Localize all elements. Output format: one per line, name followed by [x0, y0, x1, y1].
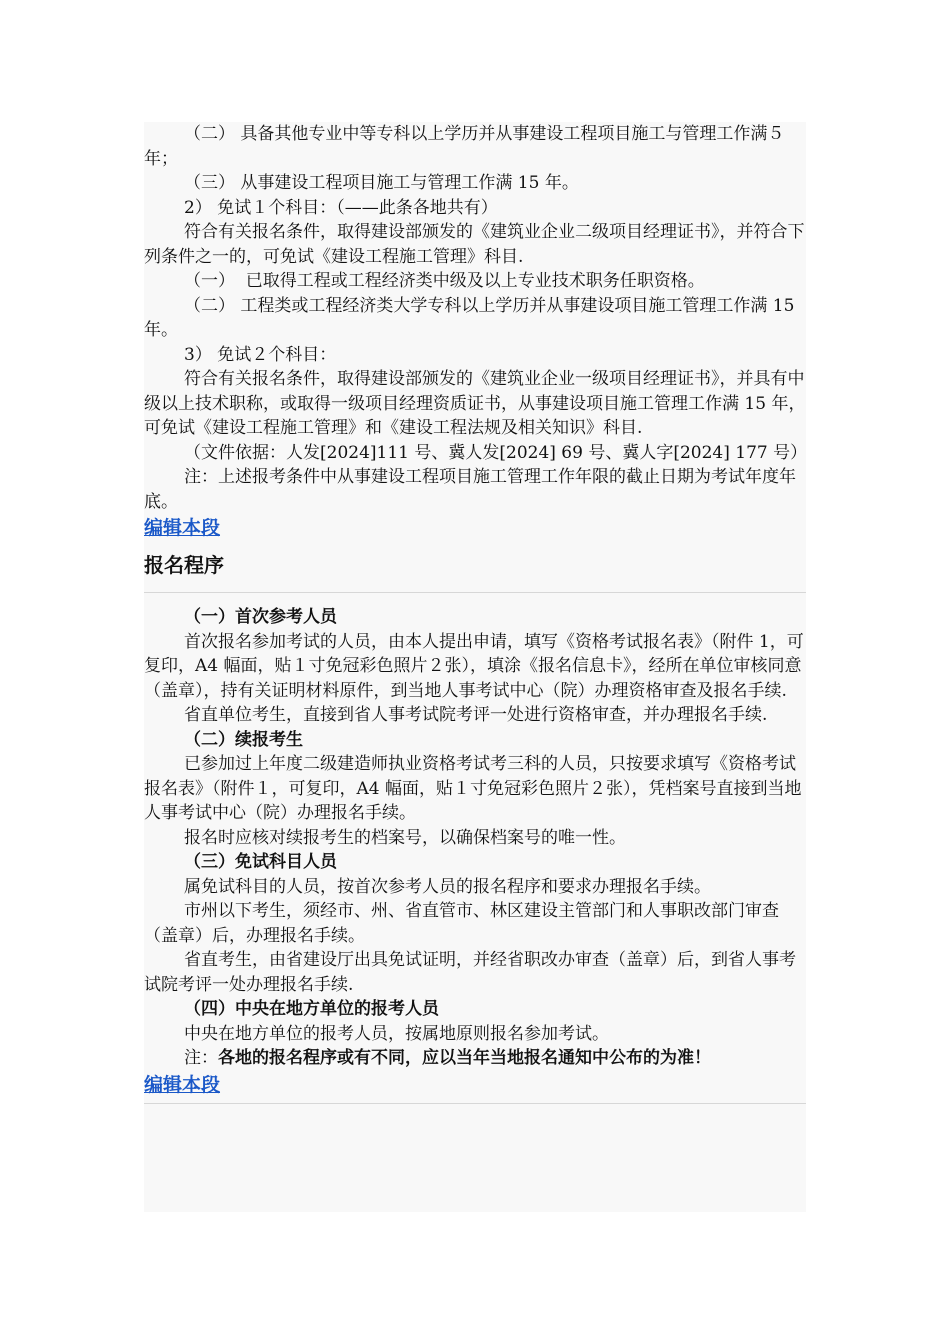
- paragraph: 省直考生，由省建设厅出具免试证明，并经省职改办审查（盖章）后，到省人事考试院考评一处办理报名手续.: [144, 950, 796, 995]
- subheading: （三）免试科目人员: [184, 852, 337, 872]
- note-emphasis: 各地的报名程序或有不同，应以当年当地报名通知中公布的为准！: [218, 1048, 711, 1068]
- note-prefix: 注：: [184, 1048, 218, 1068]
- subheading: （一）首次参考人员: [184, 607, 337, 627]
- edit-section-link[interactable]: 编辑本段: [144, 1073, 221, 1096]
- paragraph: （文件依据：人发[2024]111 号、冀人发[2024] 69 号、冀人字[2024] 177 号）: [184, 442, 808, 463]
- paragraph: （一） 已取得工程或工程经济类中级及以上专业技术职务任职资格。: [184, 271, 705, 291]
- paragraph: （三） 从事建设工程项目施工与管理工作满 15 年。: [184, 173, 579, 193]
- paragraph: （二） 工程类或工程经济类大学专科以上学历并从事建设项目施工管理工作满 15 年。: [144, 295, 800, 340]
- edit-section-link[interactable]: 编辑本段: [144, 517, 221, 539]
- paragraph: 3） 免试２个科目：: [184, 344, 337, 365]
- subheading: （四）中央在地方单位的报考人员: [184, 999, 439, 1019]
- paragraph: 市州以下考生，须经市、州、省直管市、林区建设主管部门和人事职改部门审查（盖章）后，办理报名手续。: [144, 901, 779, 946]
- paragraph: 2） 免试１个科目：（——此条各地共有）: [184, 197, 498, 218]
- paragraph: 已参加过上年度二级建造师执业资格考试考三科的人员，只按要求填写《资格考试报名表》（附件１，可复印，A4 幅面，贴１寸免冠彩色照片２张），凭档案号直接到当地人事考试中心（院）办理报名手续。: [144, 754, 802, 823]
- paragraph: 首次报名参加考试的人员，由本人提出申请，填写《资格考试报名表》（附件 1，可复印，A4 幅面，贴１寸免冠彩色照片２张），填涂《报名信息卡》，经所在单位审核同意（盖章），持有关证明材料原件，到当地人事考试中心（院）办理资格审查及报名手续.: [144, 631, 804, 701]
- section-title: 报名程序: [144, 553, 224, 577]
- note: [144, 1046, 806, 1071]
- divider: [144, 1103, 806, 1104]
- paragraph: 符合有关报名条件，取得建设部颁发的《建筑业企业一级项目经理证书》，并具有中级以上技术职称，或取得一级项目经理资质证书，从事建设项目施工管理工作满 15 年，可免试《建设工程施工管理》和《建设工程法规及相关知识》科目.: [144, 369, 806, 438]
- document-content: [144, 122, 806, 1104]
- paragraph: 省直单位考生，直接到省人事考试院考评一处进行资格审查，并办理报名手续.: [184, 705, 768, 725]
- paragraph: 报名时应核对续报考生的档案号，以确保档案号的唯一性。: [184, 827, 626, 848]
- paragraph: 符合有关报名条件，取得建设部颁发的《建筑业企业二级项目经理证书》，并符合下列条件之一的，可免试《建设工程施工管理》科目.: [144, 222, 805, 267]
- divider: [144, 592, 806, 593]
- paragraph: （二） 具备其他专业中等专科以上学历并从事建设工程项目施工与管理工作满５年；: [144, 124, 785, 169]
- paragraph: 属免试科目的人员，按首次参考人员的报名程序和要求办理报名手续。: [184, 876, 711, 897]
- paragraph: 注：上述报考条件中从事建设工程项目施工管理工作年限的截止日期为考试年度年底。: [144, 467, 796, 512]
- paragraph: 中央在地方单位的报考人员，按属地原则报名参加考试。: [184, 1023, 609, 1044]
- subheading: （二）续报考生: [184, 729, 303, 750]
